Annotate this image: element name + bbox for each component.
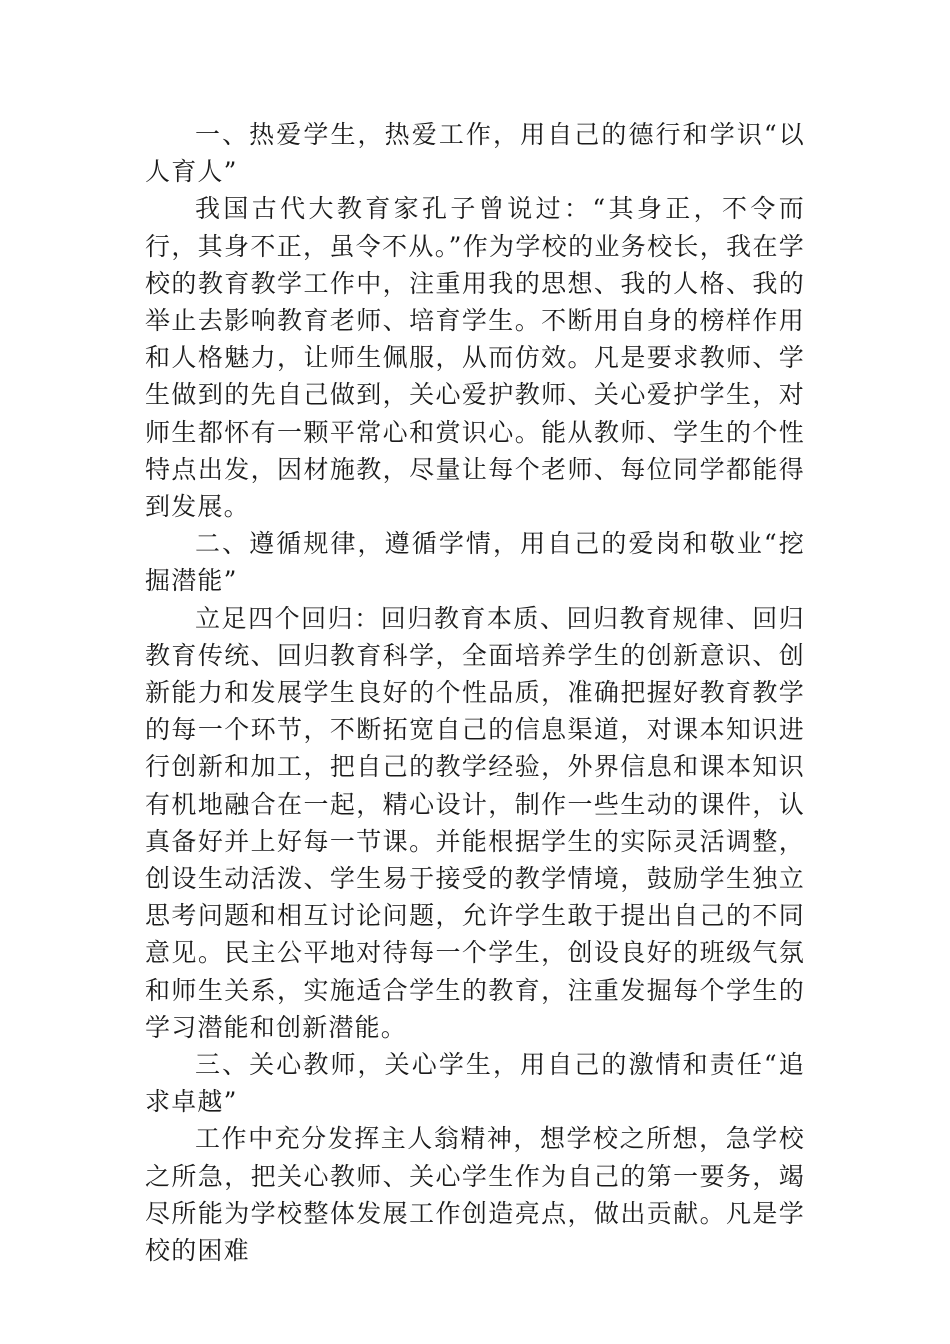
section-body-2: 立足四个回归：回归教育本质、回归教育规律、回归教育传统、回归教育科学，全面培养学生的创新意识、创新能力和发展学生良好的个性品质，准确把握好教育教学的每一个环节，不断拓宽自己的信息渠道，对课本知识进行创新和加工，把自己的教学经验，外界信息和课本知识有机地融合在一起，精心设计，制作一些生动的课件，认真备好并上好每一节课。并能根据学生的实际灵活调整，创设生动活泼、学生易于接受的教学情境，鼓励学生独立思考问题和相互讨论问题，允许学生敢于提出自己的不同意见。民主公平地对待每一个学生，创设良好的班级气氛和师生关系，实施适合学生的教育，注重发掘每个学生的学习潜能和创新潜能。 [145, 603, 805, 1042]
document-body [145, 116, 805, 1269]
section-heading-1: 一、热爱学生，热爱工作，用自己的德行和学识“以人育人” [145, 120, 805, 187]
section-heading-2: 二、遵循规律，遵循学情，用自己的爱岗和敬业“挖掘潜能” [145, 529, 805, 596]
section-body-1: 我国古代大教育家孔子曾说过：“其身正，不令而行，其身不正，虽令不从。”作为学校的业务校长，我在学校的教育教学工作中，注重用我的思想、我的人格、我的举止去影响教育老师、培育学生。不断用自身的榜样作用和人格魅力，让师生佩服，从而仿效。凡是要求教师、学生做到的先自己做到，关心爱护教师、关心爱护学生，对师生都怀有一颗平常心和赏识心。能从教师、学生的个性特点出发，因材施教，尽量让每个老师、每位同学都能得到发展。 [145, 194, 805, 522]
section-body-3: 工作中充分发挥主人翁精神，想学校之所想，急学校之所急，把关心教师、关心学生作为自己的第一要务，竭尽所能为学校整体发展工作创造亮点，做出贡献。凡是学校的困难 [145, 1124, 805, 1266]
section-heading-3: 三、关心教师，关心学生，用自己的激情和责任“追求卓越” [145, 1050, 805, 1117]
